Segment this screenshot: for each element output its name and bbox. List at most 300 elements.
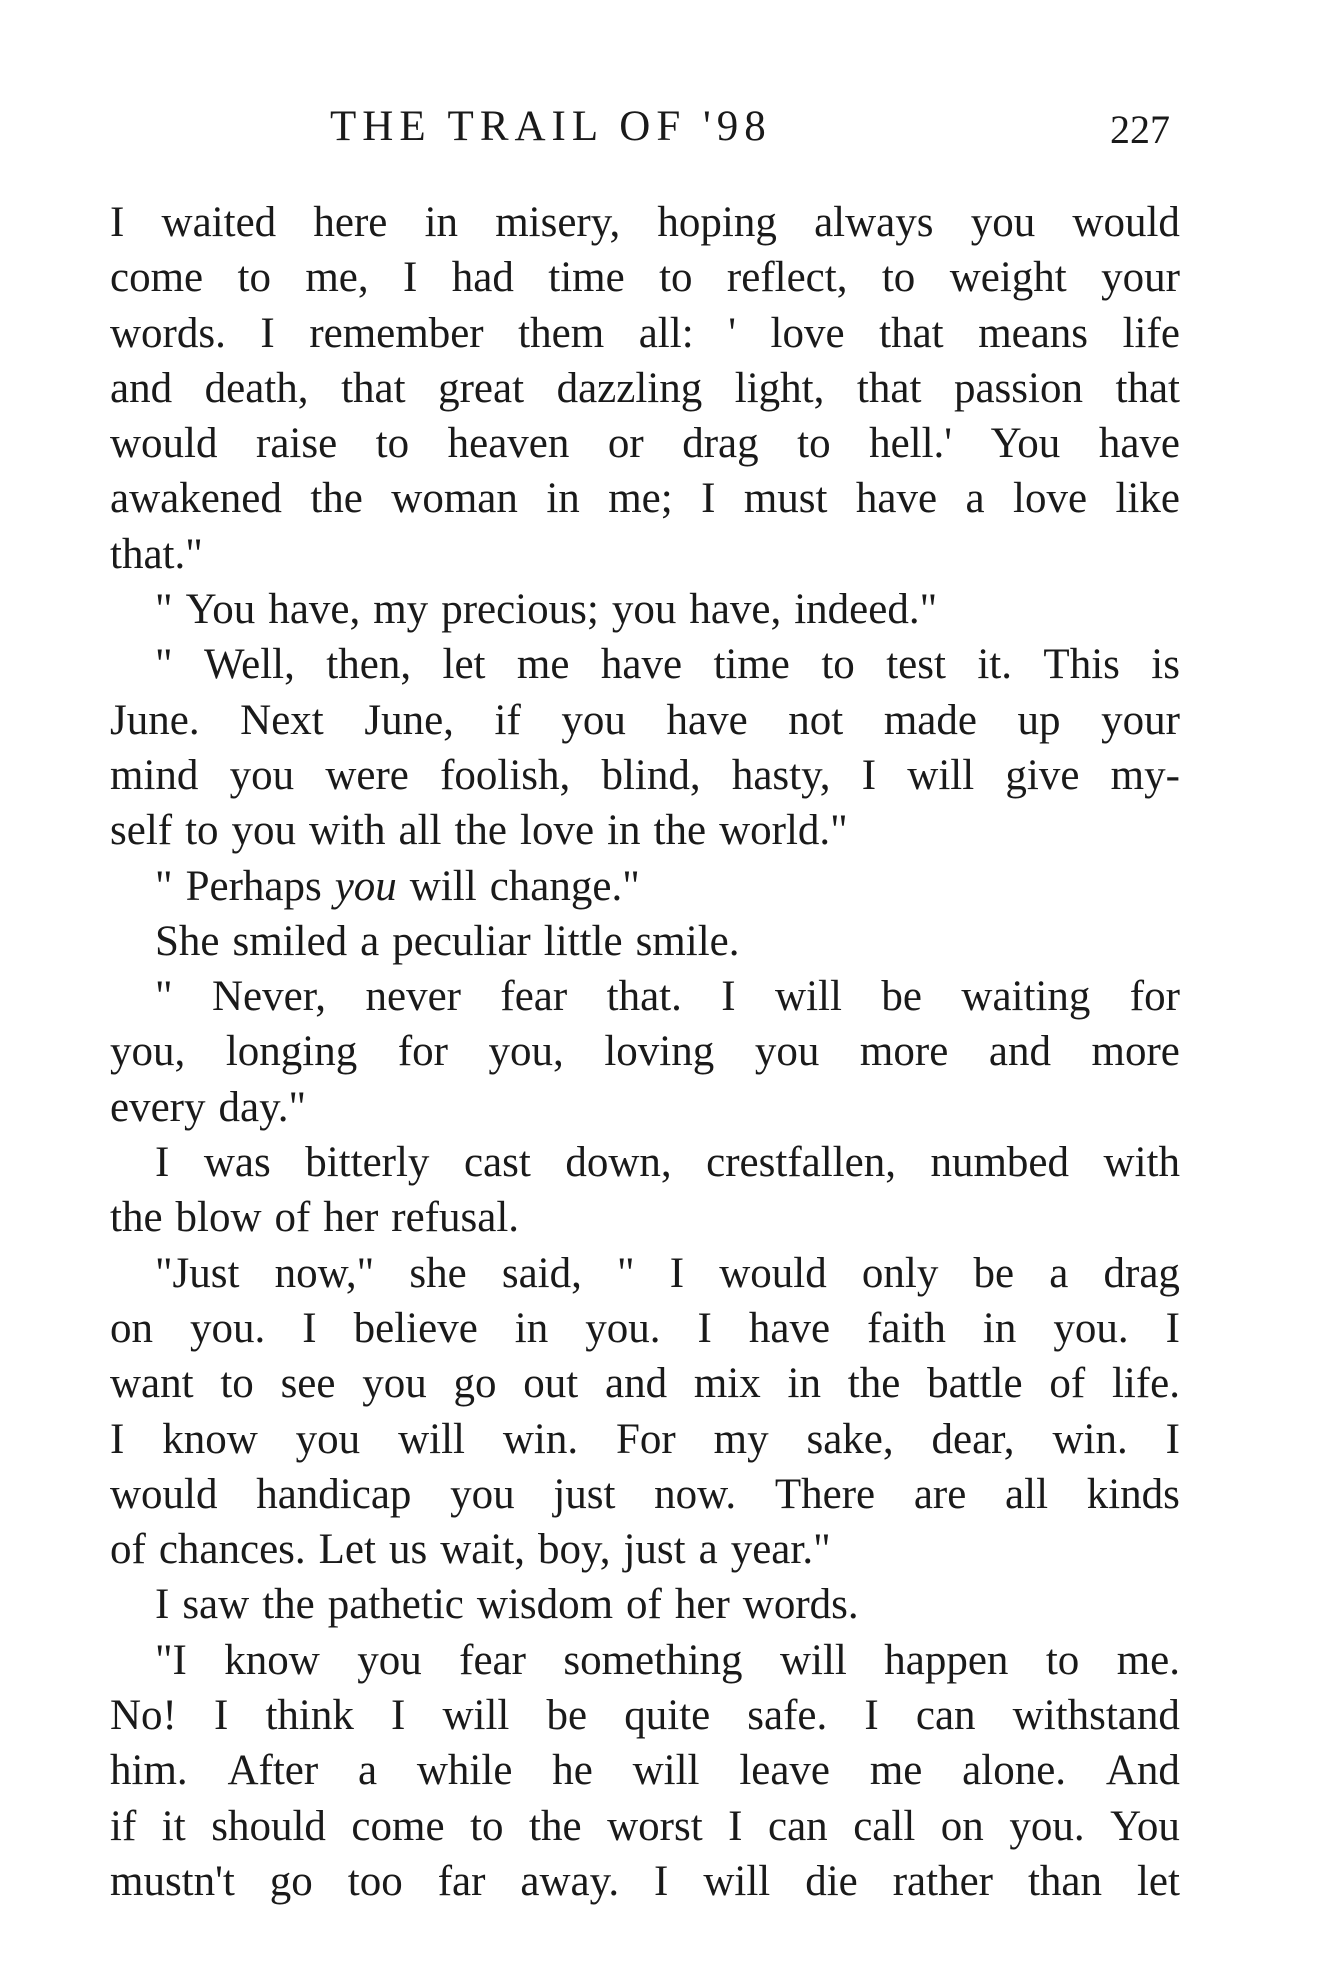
text-line bbox=[110, 637, 1180, 692]
word: the bbox=[847, 1360, 901, 1408]
word: that bbox=[341, 364, 406, 412]
word: you. bbox=[1009, 1802, 1085, 1850]
word: refusal. bbox=[391, 1194, 520, 1242]
text-line bbox=[110, 471, 1180, 526]
word: wisdom bbox=[476, 1581, 614, 1629]
word: have bbox=[1098, 420, 1180, 468]
word: words. bbox=[742, 1581, 859, 1629]
word: you. bbox=[585, 1304, 661, 1352]
word: have, bbox=[268, 586, 361, 634]
word: far bbox=[437, 1857, 486, 1905]
text-line bbox=[110, 1522, 1180, 1577]
word: that. bbox=[606, 973, 682, 1021]
word: will bbox=[398, 1415, 465, 1463]
word: love bbox=[520, 807, 595, 855]
word: I bbox=[155, 1139, 170, 1187]
word: After bbox=[227, 1747, 319, 1795]
word: withstand bbox=[1012, 1692, 1180, 1740]
word: She bbox=[155, 917, 220, 965]
word: life bbox=[1122, 309, 1180, 357]
word: if bbox=[494, 696, 521, 744]
word: she bbox=[409, 1249, 467, 1297]
word: fear bbox=[459, 1636, 526, 1684]
word: faith bbox=[867, 1304, 946, 1352]
word: dazzling bbox=[556, 364, 703, 412]
text-line bbox=[110, 1190, 1180, 1245]
word: in bbox=[514, 1304, 549, 1352]
word: me, bbox=[305, 254, 369, 302]
word: happen bbox=[884, 1636, 1009, 1684]
word: leave bbox=[739, 1747, 831, 1795]
word: will bbox=[775, 973, 842, 1021]
word: that bbox=[879, 309, 944, 357]
word: you bbox=[970, 199, 1036, 246]
word: June, bbox=[364, 696, 454, 744]
word: with bbox=[309, 807, 386, 855]
text-line bbox=[110, 859, 1180, 914]
word: you, bbox=[488, 1028, 564, 1076]
word: day." bbox=[218, 1083, 307, 1131]
word: of bbox=[626, 1581, 662, 1629]
word: world." bbox=[719, 807, 848, 855]
word: believe bbox=[353, 1304, 478, 1352]
word: the bbox=[110, 1194, 163, 1242]
word: be bbox=[546, 1692, 588, 1740]
word: with bbox=[1103, 1139, 1180, 1187]
word: pathetic bbox=[327, 1581, 464, 1629]
text-line bbox=[110, 195, 1180, 250]
word: that." bbox=[110, 530, 203, 578]
word: I bbox=[155, 1581, 170, 1629]
word: heaven bbox=[447, 420, 570, 468]
text-line bbox=[110, 1080, 1180, 1135]
word: her bbox=[674, 1581, 730, 1629]
word: just bbox=[623, 1526, 686, 1574]
word: I bbox=[861, 751, 877, 799]
word: you bbox=[561, 696, 626, 744]
word: now. bbox=[654, 1470, 737, 1518]
word: have bbox=[666, 696, 748, 744]
word: light, bbox=[734, 364, 825, 412]
word: something bbox=[563, 1636, 743, 1684]
word: I bbox=[1165, 1415, 1180, 1463]
word: that bbox=[856, 364, 922, 412]
word: then, bbox=[326, 641, 412, 689]
word: to bbox=[220, 1360, 254, 1408]
word: I bbox=[701, 475, 716, 523]
word: that bbox=[1115, 364, 1180, 412]
word: out bbox=[523, 1360, 579, 1408]
word: will bbox=[779, 1636, 847, 1684]
text-line bbox=[110, 1743, 1180, 1798]
word: would bbox=[110, 1470, 218, 1518]
word: let bbox=[1136, 1857, 1180, 1905]
word: For bbox=[616, 1415, 676, 1463]
word: I bbox=[403, 254, 418, 302]
text-line bbox=[110, 1301, 1180, 1356]
text-line bbox=[110, 693, 1180, 748]
word: would bbox=[1072, 199, 1180, 246]
text-line bbox=[110, 1135, 1180, 1190]
word: you. bbox=[190, 1304, 266, 1352]
word: awakened bbox=[110, 475, 282, 523]
text-line bbox=[110, 803, 1180, 858]
word: great bbox=[438, 364, 525, 412]
word: quite bbox=[624, 1692, 711, 1740]
word: a bbox=[698, 1526, 718, 1574]
word: will bbox=[409, 862, 477, 910]
text-line bbox=[110, 969, 1180, 1024]
word: a bbox=[357, 1747, 378, 1795]
text-line bbox=[110, 250, 1180, 305]
word: means bbox=[978, 309, 1089, 357]
word: " bbox=[155, 862, 173, 910]
word: hasty, bbox=[731, 751, 831, 799]
word: for bbox=[1129, 973, 1180, 1021]
word: the bbox=[653, 807, 707, 855]
word: to bbox=[470, 1802, 504, 1850]
text-line bbox=[110, 1467, 1180, 1522]
word: you bbox=[754, 1028, 820, 1076]
word: you bbox=[357, 1636, 422, 1684]
word: boy, bbox=[538, 1526, 611, 1574]
word: dear, bbox=[931, 1415, 1015, 1463]
word: rather bbox=[892, 1857, 993, 1905]
word: every bbox=[110, 1083, 206, 1131]
word: the bbox=[310, 475, 363, 523]
word: to bbox=[237, 254, 271, 302]
word: blow bbox=[175, 1194, 262, 1242]
word: you bbox=[334, 862, 397, 910]
word: will bbox=[907, 751, 975, 799]
word: time bbox=[713, 641, 790, 689]
word: the bbox=[262, 1581, 315, 1629]
word: you bbox=[229, 751, 295, 799]
word: die bbox=[805, 1857, 858, 1905]
word: Let bbox=[318, 1526, 376, 1574]
word: to bbox=[659, 254, 693, 302]
word: be bbox=[973, 1249, 1015, 1297]
word: drag bbox=[1103, 1249, 1180, 1297]
word: crestfallen, bbox=[706, 1139, 896, 1187]
word: smile. bbox=[635, 917, 740, 965]
word: This bbox=[1043, 641, 1120, 689]
word: would bbox=[110, 420, 218, 468]
word: I bbox=[728, 1802, 743, 1850]
text-line bbox=[110, 416, 1180, 471]
word: will bbox=[442, 1692, 510, 1740]
text-line bbox=[110, 1854, 1180, 1909]
word: in bbox=[982, 1304, 1017, 1352]
word: mix bbox=[693, 1360, 761, 1408]
word: I bbox=[669, 1249, 685, 1297]
word: weight bbox=[949, 254, 1067, 302]
word: come bbox=[110, 254, 204, 302]
word: too bbox=[347, 1857, 403, 1905]
word: and bbox=[605, 1360, 668, 1408]
word: the bbox=[454, 807, 508, 855]
word: Perhaps bbox=[185, 862, 322, 910]
word: him. bbox=[110, 1747, 188, 1795]
word: You bbox=[1110, 1802, 1180, 1850]
word: kinds bbox=[1086, 1470, 1180, 1518]
word: change." bbox=[489, 862, 640, 910]
word: ' bbox=[728, 309, 736, 357]
word: wait, bbox=[440, 1526, 525, 1574]
word: a bbox=[965, 475, 985, 523]
word: misery, bbox=[495, 199, 621, 246]
word: You bbox=[990, 420, 1061, 468]
word: you, bbox=[110, 1028, 186, 1076]
word: all bbox=[1005, 1470, 1049, 1518]
word: all bbox=[398, 807, 442, 855]
word: and bbox=[988, 1028, 1051, 1076]
word: reflect, bbox=[726, 254, 848, 302]
word: have bbox=[600, 641, 683, 689]
word: a bbox=[360, 917, 380, 965]
page-number: 227 bbox=[1110, 107, 1170, 152]
word: little bbox=[543, 917, 623, 965]
word: must bbox=[743, 475, 828, 523]
word: never bbox=[365, 973, 461, 1021]
word: death, bbox=[204, 364, 309, 412]
text-line bbox=[110, 1412, 1180, 1467]
word: time bbox=[548, 254, 625, 302]
word: it. bbox=[977, 641, 1012, 689]
word: if bbox=[110, 1802, 137, 1850]
word: the bbox=[529, 1802, 582, 1850]
word: handicap bbox=[256, 1470, 412, 1518]
word: foolish, bbox=[440, 751, 571, 799]
word: " bbox=[155, 586, 173, 634]
word: No! bbox=[110, 1692, 177, 1740]
word: on bbox=[110, 1304, 153, 1352]
word: a bbox=[1049, 1249, 1069, 1297]
word: like bbox=[1115, 475, 1180, 523]
word: your bbox=[1101, 696, 1180, 744]
word: think bbox=[265, 1692, 354, 1740]
word: know bbox=[224, 1636, 320, 1684]
word: can bbox=[768, 1802, 828, 1850]
word: to bbox=[881, 254, 916, 302]
word: worst bbox=[607, 1802, 703, 1850]
word: let bbox=[442, 641, 486, 689]
word: alone. bbox=[962, 1747, 1067, 1795]
word: or bbox=[607, 420, 644, 468]
word: in bbox=[424, 199, 459, 246]
word: I bbox=[110, 1415, 125, 1463]
word: are bbox=[913, 1470, 967, 1518]
word: There bbox=[774, 1470, 876, 1518]
word: win. bbox=[502, 1415, 579, 1463]
word: would bbox=[719, 1249, 827, 1297]
word: win. bbox=[1052, 1415, 1128, 1463]
text-line bbox=[110, 1577, 1180, 1632]
word: I bbox=[697, 1304, 712, 1352]
word: hoping bbox=[657, 199, 777, 246]
word: And bbox=[1105, 1747, 1180, 1795]
word: more bbox=[1091, 1028, 1180, 1076]
word: saw bbox=[182, 1581, 250, 1629]
word: have bbox=[855, 475, 938, 523]
word: June. bbox=[110, 696, 200, 744]
word: he bbox=[552, 1747, 593, 1795]
word: I bbox=[260, 309, 275, 357]
word: of bbox=[1049, 1360, 1086, 1408]
word: longing bbox=[225, 1028, 358, 1076]
word: see bbox=[280, 1360, 336, 1408]
text-line bbox=[110, 1356, 1180, 1411]
word: I bbox=[864, 1692, 879, 1740]
word: give bbox=[1005, 751, 1080, 799]
word: I bbox=[390, 1692, 406, 1740]
word: year." bbox=[730, 1526, 831, 1574]
word: battle bbox=[927, 1360, 1023, 1408]
word: on bbox=[940, 1802, 984, 1850]
word: I bbox=[1165, 1304, 1180, 1352]
word: go bbox=[269, 1857, 313, 1905]
word: waited bbox=[161, 199, 277, 246]
word: safe. bbox=[747, 1692, 828, 1740]
word: love bbox=[770, 309, 845, 357]
text-line bbox=[110, 1688, 1180, 1743]
word: " bbox=[155, 641, 173, 689]
word: her bbox=[323, 1194, 379, 1242]
word: mind bbox=[110, 751, 199, 799]
text-line bbox=[110, 306, 1180, 361]
word: " bbox=[155, 973, 173, 1021]
word: of bbox=[110, 1526, 146, 1574]
word: smiled bbox=[232, 917, 348, 965]
word: you bbox=[611, 586, 677, 634]
page-header bbox=[110, 102, 1180, 162]
word: can bbox=[915, 1692, 976, 1740]
word: cast bbox=[463, 1139, 531, 1187]
word: you bbox=[231, 807, 297, 855]
word: I bbox=[214, 1692, 229, 1740]
word: my bbox=[713, 1415, 769, 1463]
word: "I bbox=[155, 1636, 187, 1684]
word: You bbox=[185, 586, 256, 634]
word: your bbox=[1101, 254, 1180, 302]
word: in bbox=[607, 807, 641, 855]
word: will bbox=[703, 1857, 771, 1905]
word: to bbox=[185, 807, 219, 855]
word: know bbox=[162, 1415, 258, 1463]
running-title: THE TRAIL OF '98 bbox=[330, 103, 772, 150]
word: is bbox=[1151, 641, 1180, 689]
word: hell.' bbox=[869, 420, 953, 468]
word: you bbox=[450, 1470, 515, 1518]
word: said, bbox=[501, 1249, 582, 1297]
word: down, bbox=[565, 1139, 672, 1187]
text-line bbox=[110, 1799, 1180, 1854]
word: have, bbox=[689, 586, 782, 634]
word: " bbox=[617, 1249, 635, 1297]
text-line bbox=[110, 748, 1180, 803]
text-line bbox=[110, 1633, 1180, 1688]
word: here bbox=[313, 199, 388, 246]
word: want bbox=[110, 1360, 194, 1408]
word: me; bbox=[608, 475, 673, 523]
word: precious; bbox=[441, 586, 599, 634]
word: not bbox=[788, 696, 844, 744]
word: you bbox=[295, 1415, 361, 1463]
word: life. bbox=[1111, 1360, 1180, 1408]
word: in bbox=[787, 1360, 821, 1408]
word: I bbox=[302, 1304, 317, 1352]
word: test bbox=[886, 641, 946, 689]
word: self bbox=[110, 807, 173, 855]
word: to bbox=[1045, 1636, 1080, 1684]
word: me bbox=[516, 641, 570, 689]
word: bitterly bbox=[305, 1139, 430, 1187]
word: to bbox=[797, 420, 831, 468]
word: you. bbox=[1053, 1304, 1129, 1352]
word: should bbox=[211, 1802, 326, 1850]
word: you bbox=[362, 1360, 427, 1408]
word: my bbox=[373, 586, 429, 634]
text-line bbox=[110, 527, 1180, 582]
word: made bbox=[883, 696, 977, 744]
word: remember bbox=[309, 309, 484, 357]
word: words. bbox=[110, 309, 226, 357]
word: up bbox=[1017, 696, 1061, 744]
word: had bbox=[451, 254, 514, 302]
word: me. bbox=[1116, 1636, 1180, 1684]
word: blind, bbox=[601, 751, 701, 799]
word: have bbox=[748, 1304, 831, 1352]
word: call bbox=[853, 1802, 916, 1850]
word: than bbox=[1027, 1857, 1103, 1905]
word: us bbox=[388, 1526, 428, 1574]
word: them bbox=[518, 309, 605, 357]
word: I bbox=[721, 973, 736, 1021]
word: loving bbox=[604, 1028, 715, 1076]
word: raise bbox=[256, 420, 338, 468]
word: Well, bbox=[203, 641, 295, 689]
word: while bbox=[416, 1747, 513, 1795]
word: numbed bbox=[930, 1139, 1070, 1187]
word: fear bbox=[500, 973, 568, 1021]
word: in bbox=[546, 475, 580, 523]
word: chances. bbox=[158, 1526, 306, 1574]
word: I bbox=[110, 199, 125, 246]
word: mustn't bbox=[110, 1857, 235, 1905]
word: for bbox=[397, 1028, 448, 1076]
word: it bbox=[161, 1802, 186, 1850]
word: all: bbox=[638, 309, 694, 357]
word: and bbox=[110, 364, 173, 412]
word: was bbox=[203, 1139, 271, 1187]
word: woman bbox=[391, 475, 518, 523]
word: only bbox=[861, 1249, 939, 1297]
text-line bbox=[110, 1246, 1180, 1301]
body-text bbox=[110, 195, 1180, 1909]
text-line bbox=[110, 361, 1180, 416]
word: peculiar bbox=[392, 917, 531, 965]
word: love bbox=[1013, 475, 1088, 523]
word: indeed." bbox=[794, 586, 938, 634]
word: were bbox=[325, 751, 409, 799]
word: waiting bbox=[961, 973, 1091, 1021]
text-line bbox=[110, 582, 1180, 637]
word: go bbox=[453, 1360, 497, 1408]
word: passion bbox=[953, 364, 1083, 412]
word: of bbox=[274, 1194, 311, 1242]
word: will bbox=[632, 1747, 700, 1795]
word: sake, bbox=[806, 1415, 894, 1463]
